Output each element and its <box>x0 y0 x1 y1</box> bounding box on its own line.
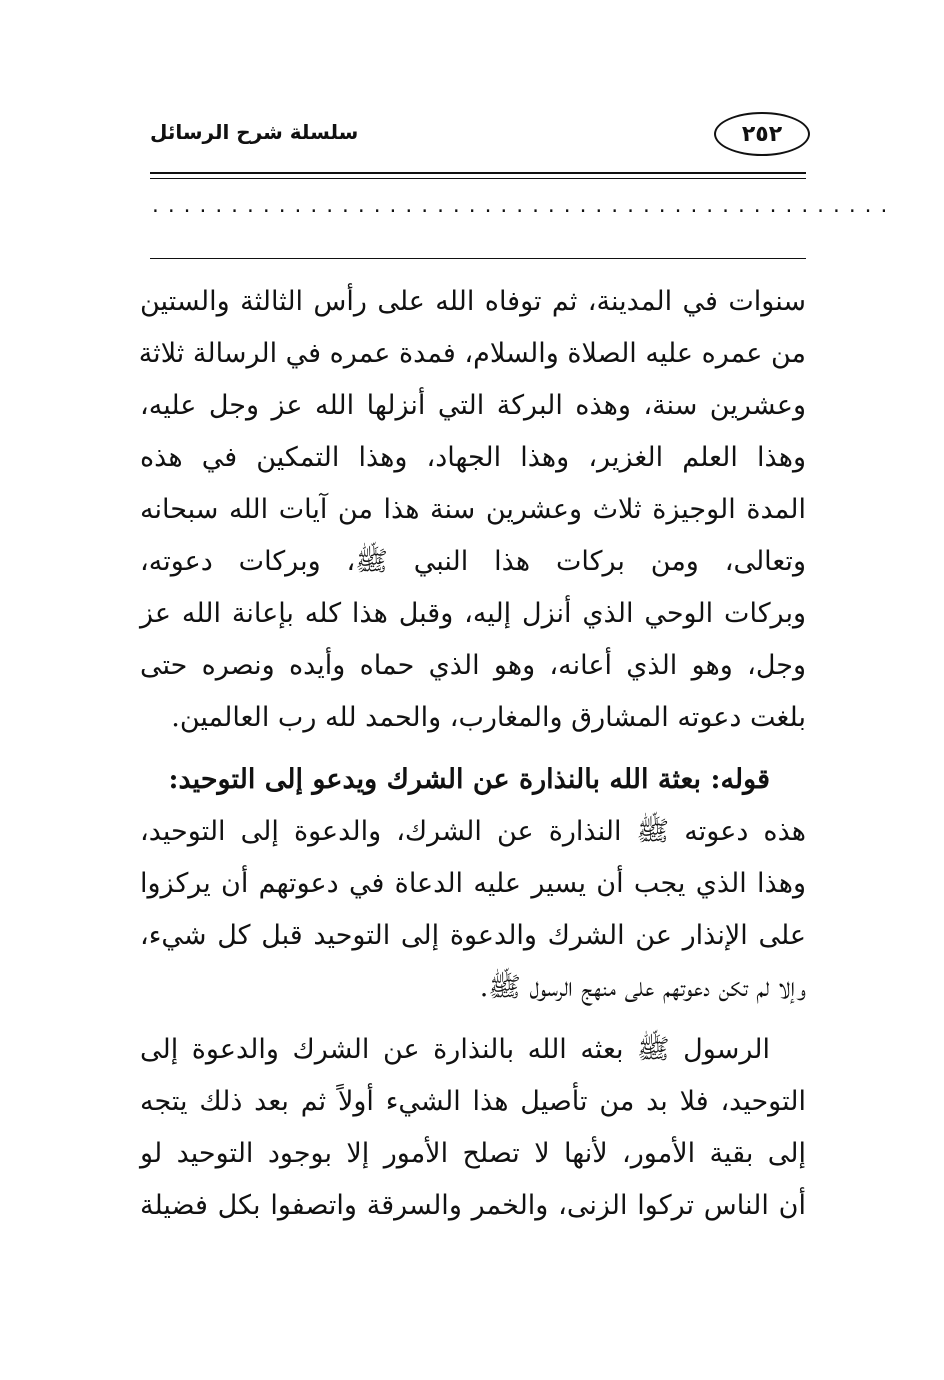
text-line: على الإنذار عن الشرك والدعوة إلى التوحيد قبل كل شيء، <box>140 920 806 951</box>
text-line: الرسول ﷺ بعثه الله بالنذارة عن الشرك والدعوة إلى <box>140 1034 770 1065</box>
page-number-badge <box>714 112 810 156</box>
header-rule-thin <box>150 178 806 179</box>
text-line: سنوات في المدينة، ثم توفاه الله على رأس الثالثة والستين <box>140 286 806 317</box>
text-line: المدة الوجيزة ثلاث وعشرين سنة هذا من آيات الله سبحانه <box>140 494 806 525</box>
paragraph-1 <box>140 276 806 744</box>
body-text <box>140 276 806 1232</box>
text-line: بلغت دعوته المشارق والمغارب، والحمد لله رب العالمين. <box>171 702 806 733</box>
text-line: أن الناس تركوا الزنى، والخمر والسرقة واتصفوا بكل فضيلة <box>140 1190 806 1221</box>
text-line: وهذا العلم الغزير، وهذا الجهاد، وهذا التمكين في هذه <box>140 442 806 473</box>
text-line: هذه دعوته ﷺ النذارة عن الشرك، والدعوة إلى التوحيد، <box>140 816 806 847</box>
text-line: وإلا لم تكن دعوتهم على منهج الرسول ﷺ. <box>479 972 806 1003</box>
page-header <box>150 112 810 160</box>
text-line: التوحيد، فلا بد من تأصيل هذا الشيء أولاً ثم بعد ذلك يتجه <box>140 1086 806 1117</box>
series-title: سلسلة شرح الرسائل <box>150 120 359 144</box>
text-line: وتعالى، ومن بركات هذا النبي ﷺ، وبركات دعوته، <box>140 546 806 577</box>
text-line: من عمره عليه الصلاة والسلام، فمدة عمره في الرسالة ثلاثة <box>138 338 806 369</box>
section-heading: قوله: بعثة الله بالنذارة عن الشرك ويدعو إلى التوحيد: <box>168 764 770 795</box>
dotted-separator: ............................................... <box>150 196 895 217</box>
text-line: وهذا الذي يجب أن يسير عليه الدعاة في دعوتهم أن يركزوا <box>140 868 806 899</box>
paragraph-2 <box>140 754 806 1014</box>
page-number: ٢٥٢ <box>741 121 783 147</box>
text-line: وعشرين سنة، وهذه البركة التي أنزلها الله عز وجل عليه، <box>140 390 806 421</box>
paragraph-gap <box>140 744 806 754</box>
header-rule-thick <box>150 172 806 174</box>
text-line: وجل، وهو الذي أعانه، وهو الذي حماه وأيده ونصره حتى <box>140 650 806 681</box>
text-line: إلى بقية الأمور، لأنها لا تصلح الأمور إلا بوجود التوحيد لو <box>140 1138 806 1169</box>
content-rule <box>150 258 806 259</box>
text-line: وبركات الوحي الذي أنزل إليه، وقبل هذا كله بإعانة الله عز <box>140 598 806 629</box>
paragraph-3 <box>140 1024 806 1232</box>
paragraph-gap <box>140 1014 806 1024</box>
